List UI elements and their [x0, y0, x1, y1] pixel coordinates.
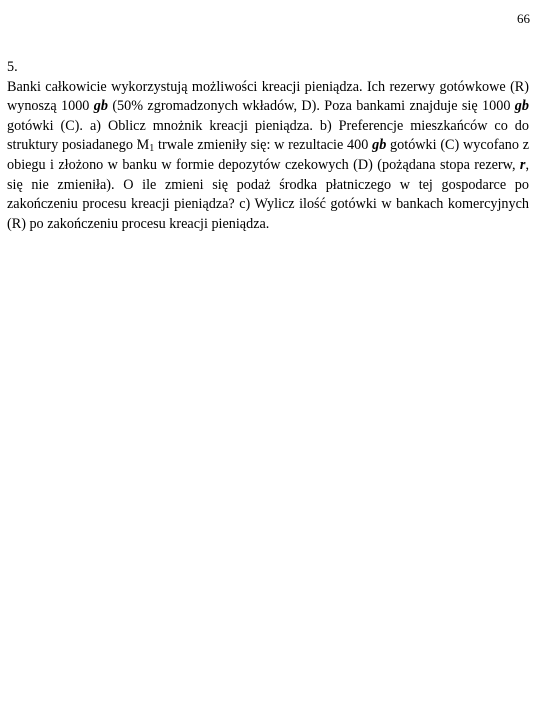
problem-5	[7, 58, 529, 234]
subscript-1: 1	[149, 143, 155, 155]
unit-gb: gb	[372, 137, 387, 154]
unit-gb: gb	[514, 98, 529, 115]
page-number: 66	[517, 11, 530, 26]
unit-gb: gb	[93, 98, 108, 115]
text-segment: (50% zgromadzonych wkładów, D). Poza bankami znajduje się 1000	[107, 98, 515, 115]
text-segment: Banki całkowicie wykorzystują możliwości kreacji pieniądza. Ich rezerwy gotówkowe (R) wynoszą 1000	[7, 78, 529, 115]
text-segment: , się nie zmieniła). O ile zmieni się podaż środka płatniczego w tej gospodarce po zakończeniu procesu kreacji pieniądza? c) Wylicz ilość gotówki w bankach komercyjnych (R) po zakończeniu procesu kreacji pieniądza.	[7, 156, 529, 232]
text-segment: gotówki (C) wycofano z obiegu i złożono w banku w formie depozytów czekowych (D) (pożądana stopa rezerw,	[7, 137, 530, 173]
problem-text	[7, 78, 529, 235]
text-segment: gotówki (C). a) Oblicz mnożnik kreacji pieniądza. b) Preferencje mieszkańców co do struktury posiadanego M	[7, 117, 529, 154]
text-segment: trwale zmieniły się: w rezultacie 400	[154, 137, 373, 154]
problem-number: 5.	[7, 59, 18, 75]
variable-r: r	[519, 156, 526, 173]
